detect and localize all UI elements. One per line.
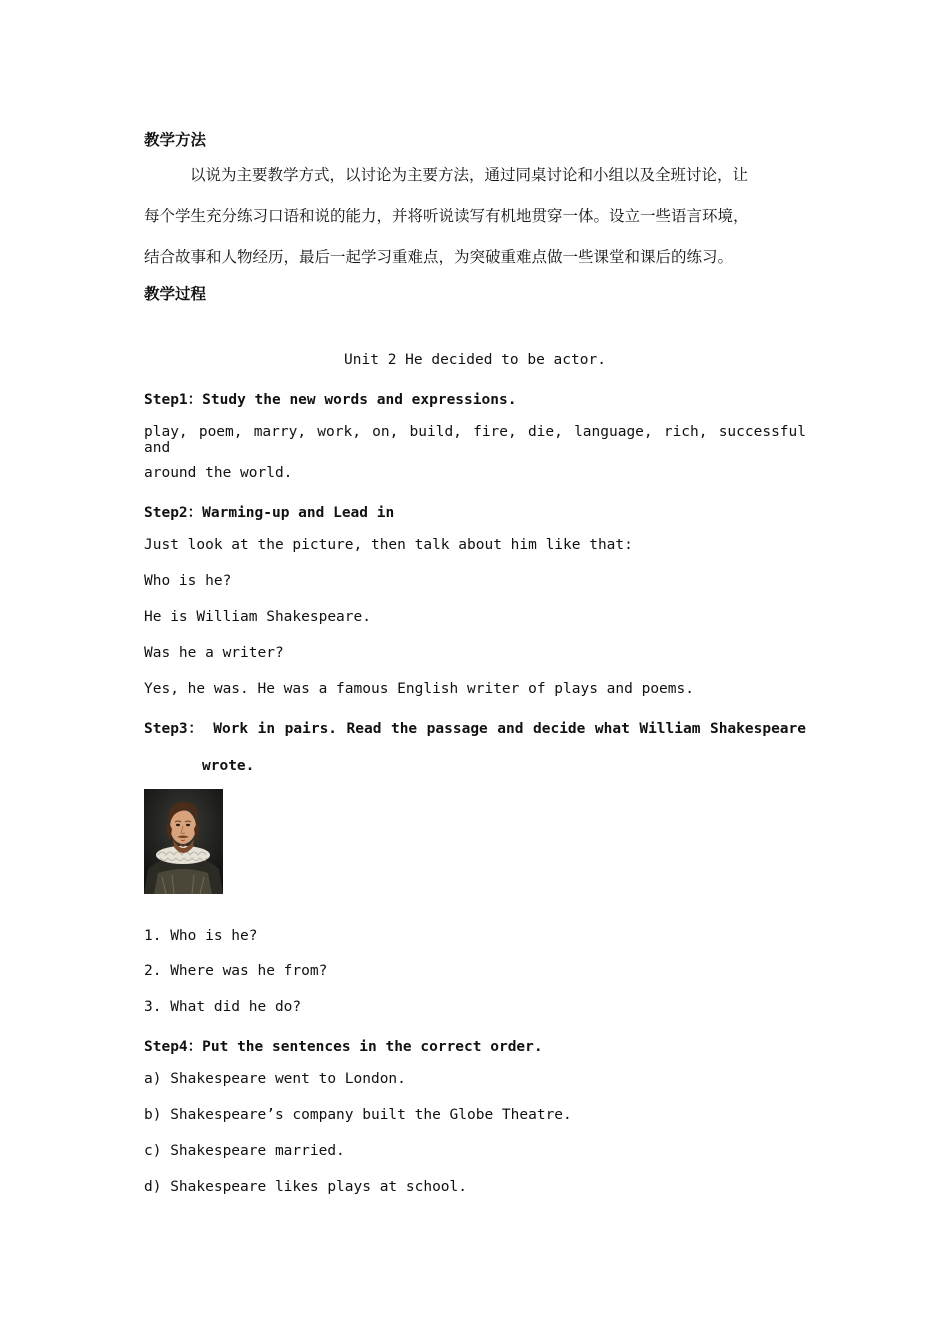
section-heading-method: 教学方法 <box>144 131 207 149</box>
method-paragraph-line-2: 每个学生充分练习口语和说的能力，并将听说读写有机地贯穿一体。设立一些语言环境， <box>144 207 749 225</box>
step2-line-3: He is William Shakespeare. <box>144 609 371 625</box>
step4-heading: Step4：Put the sentences in the correct order. <box>144 1039 543 1055</box>
step4-sentence-a: a) Shakespeare went to London. <box>144 1071 406 1087</box>
step2-line-2: Who is he? <box>144 573 232 589</box>
step2-line-1: Just look at the picture, then talk about him like that: <box>144 537 633 553</box>
shakespeare-portrait <box>144 789 223 894</box>
step2-line-4: Was he a writer? <box>144 645 284 661</box>
step3-heading-line-2: wrote. <box>202 758 255 774</box>
step1-words-line-1: play, poem, marry, work, on, build, fire, die, language, rich, successful and <box>144 424 806 456</box>
step4-sentence-c: c) Shakespeare married. <box>144 1143 345 1159</box>
question-1: 1. Who is he? <box>144 928 258 944</box>
step2-heading: Step2：Warming-up and Lead in <box>144 505 395 521</box>
step4-sentence-d: d) Shakespeare likes plays at school. <box>144 1179 468 1195</box>
section-heading-process: 教学过程 <box>144 285 207 303</box>
method-paragraph-line-1: 以说为主要教学方式，以讨论为主要方法，通过同桌讨论和小组以及全班讨论，让 <box>190 166 749 184</box>
portrait-illustration-icon <box>144 789 223 894</box>
unit-title: Unit 2 He decided to be actor. <box>344 352 606 368</box>
question-2: 2. Where was he from? <box>144 963 328 979</box>
step1-words-line-2: around the world. <box>144 465 293 481</box>
step3-heading-line-1: Step3： Work in pairs. Read the passage and decide what William Shakespeare <box>144 721 806 737</box>
step4-sentence-b: b) Shakespeare’s company built the Globe Theatre. <box>144 1107 572 1123</box>
question-3: 3. What did he do? <box>144 999 302 1015</box>
method-paragraph-line-3: 结合故事和人物经历，最后一起学习重难点，为突破重难点做一些课堂和课后的练习。 <box>144 248 734 266</box>
step2-line-5: Yes, he was. He was a famous English writer of plays and poems. <box>144 681 694 697</box>
step1-heading: Step1：Study the new words and expressions. <box>144 392 517 408</box>
